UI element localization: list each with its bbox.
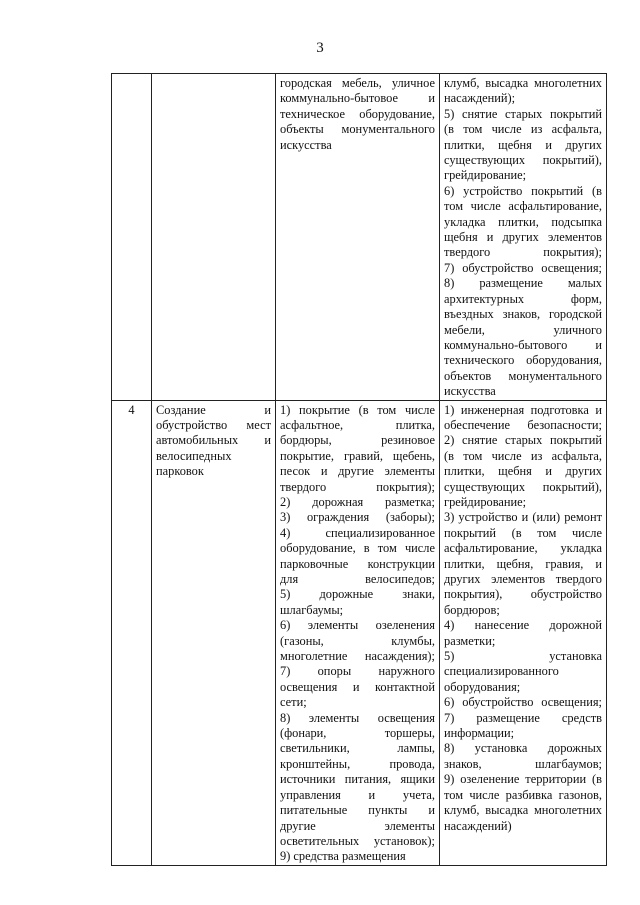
text-line: 6) обустройство освещения; [444, 695, 602, 710]
text-line: сети; [280, 695, 307, 710]
text-line: насаждений); [444, 91, 516, 106]
text-line: 9) озеленение территории (в [444, 772, 602, 787]
object-name-cell [152, 74, 276, 401]
text-line: объекты монументального [280, 122, 435, 137]
text-line: 4) специализированное [280, 525, 435, 540]
text-line: питательные пункты и [280, 803, 435, 818]
text-line: управления и учета, [280, 787, 435, 802]
text-line: твердого покрытия); [444, 245, 602, 260]
works-cell [440, 400, 607, 865]
text-line: коммунально-бытового и [444, 337, 602, 352]
text-line: 2) дорожная разметка; [280, 494, 435, 509]
text-line: специализированного [444, 664, 559, 679]
elements-cell [276, 400, 440, 865]
text-line: укладка плитки, подсыпка [444, 214, 602, 229]
text-line: шлагбаумы; [280, 602, 344, 617]
text-line: парковочные конструкции [280, 556, 435, 571]
text-line: искусства [280, 137, 332, 152]
text-line: покрытий (в том числе [444, 525, 602, 540]
text-line: (в том числе из асфальта, [444, 448, 602, 463]
page-number: 3 [316, 40, 324, 56]
works-cell [440, 74, 607, 401]
text-line: разметки; [444, 633, 496, 648]
text-line: 7) обустройство освещения; [444, 260, 602, 275]
text-line: 3) ограждения (заборы); [280, 510, 435, 525]
text-line: техническое оборудование, [280, 106, 435, 121]
text-line: клумб, высадка многолетних [444, 803, 602, 818]
text-line: бордюров; [444, 602, 500, 617]
text-line: оборудования; [444, 679, 521, 694]
table-row [112, 74, 607, 401]
text-line: 8) размещение малых [444, 276, 602, 291]
text-line: 8) установка дорожных [444, 741, 602, 756]
text-line: коммунально-бытовое и [280, 91, 435, 106]
text-line: покрытия), обустройство [444, 587, 602, 602]
text-line: 5) дорожные знаки, [280, 587, 435, 602]
row-number-cell [112, 74, 152, 401]
text-line: клумб, высадка многолетних [444, 76, 602, 90]
text-line: 8) элементы освещения [280, 710, 435, 725]
text-line: многолетние насаждения); [280, 649, 435, 664]
text-line: 3) устройство и (или) ремонт [444, 510, 602, 525]
text-line: (газоны, клумбы, [280, 633, 435, 648]
text-line: Создание и [156, 402, 271, 417]
text-line: технического оборудования, [444, 353, 602, 368]
text-line: мебели, уличного [444, 322, 602, 337]
row-number-cell: 4 [112, 400, 152, 865]
text-line: осветительных установок); [280, 833, 435, 848]
text-line: обустройство мест [156, 417, 271, 432]
text-line: оборудование, в том числе [280, 541, 435, 556]
text-line: 5) снятие старых покрытий [444, 106, 602, 121]
text-line: 4) нанесение дорожной [444, 618, 602, 633]
text-line: 5) установка [444, 649, 602, 664]
text-line: грейдирование; [444, 168, 527, 183]
text-line: том числе асфальтирование, [444, 199, 602, 214]
text-line: 7) опоры наружного [280, 664, 435, 679]
text-line: для велосипедов; [280, 572, 435, 586]
text-line: 1) покрытие (в том числе [280, 402, 435, 417]
text-line: (фонари, торшеры, [280, 726, 435, 741]
text-line: искусства [444, 384, 496, 399]
elements-cell [276, 74, 440, 401]
text-line: архитектурных форм, [444, 291, 602, 306]
text-line: плитки, щебня, гравия, и [444, 556, 602, 571]
text-line: (в том числе из асфальта, [444, 122, 602, 137]
text-line: плитки, щебня и других [444, 464, 602, 479]
text-line: городская мебель, уличное [280, 76, 435, 90]
text-line: песок и другие элементы [280, 464, 435, 479]
text-line: твердого покрытия); [280, 479, 435, 494]
text-line: 1) инженерная подготовка и [444, 402, 602, 417]
text-line: асфальтное, плитка, [280, 417, 435, 432]
text-line: 2) снятие старых покрытий [444, 433, 602, 448]
text-line: бордюры, резиновое [280, 433, 435, 448]
text-line: 6) устройство покрытий (в [444, 183, 602, 198]
improvement-elements-table [111, 73, 607, 866]
text-line: 9) средства размещения [280, 849, 406, 864]
text-line: информации; [444, 726, 515, 741]
text-line: щебня и других элементов [444, 230, 602, 245]
text-line: плитки, щебня и других [444, 137, 602, 152]
text-line: въездных знаков, городской [444, 307, 602, 322]
text-line: знаков, шлагбаумов; [444, 756, 602, 771]
text-line: асфальтирование, укладка [444, 541, 602, 556]
text-line: других элементов твердого [444, 572, 602, 586]
text-line: объектов монументального [444, 368, 602, 383]
text-line: источники питания, ящики [280, 772, 435, 787]
text-line: 6) элементы озеленения [280, 618, 435, 633]
text-line: парковок [156, 464, 204, 479]
text-line: освещения и контактной [280, 679, 435, 694]
text-line: кронштейны, провода, [280, 756, 435, 771]
text-line: грейдирование; [444, 494, 527, 509]
text-line: обеспечение безопасности; [444, 417, 602, 432]
text-line: покрытие, гравий, щебень, [280, 448, 435, 463]
text-line: светильники, лампы, [280, 741, 435, 756]
text-line: 7) размещение средств [444, 710, 602, 725]
text-line: насаждений) [444, 818, 512, 833]
text-line: существующих покрытий), [444, 153, 602, 168]
text-line: том числе разбивка газонов, [444, 787, 602, 802]
object-name-cell [152, 400, 276, 865]
table-row [112, 400, 607, 865]
text-line: велосипедных [156, 448, 232, 463]
text-line: автомобильных и [156, 433, 271, 448]
text-line: существующих покрытий), [444, 479, 602, 494]
text-line: другие элементы [280, 818, 435, 833]
